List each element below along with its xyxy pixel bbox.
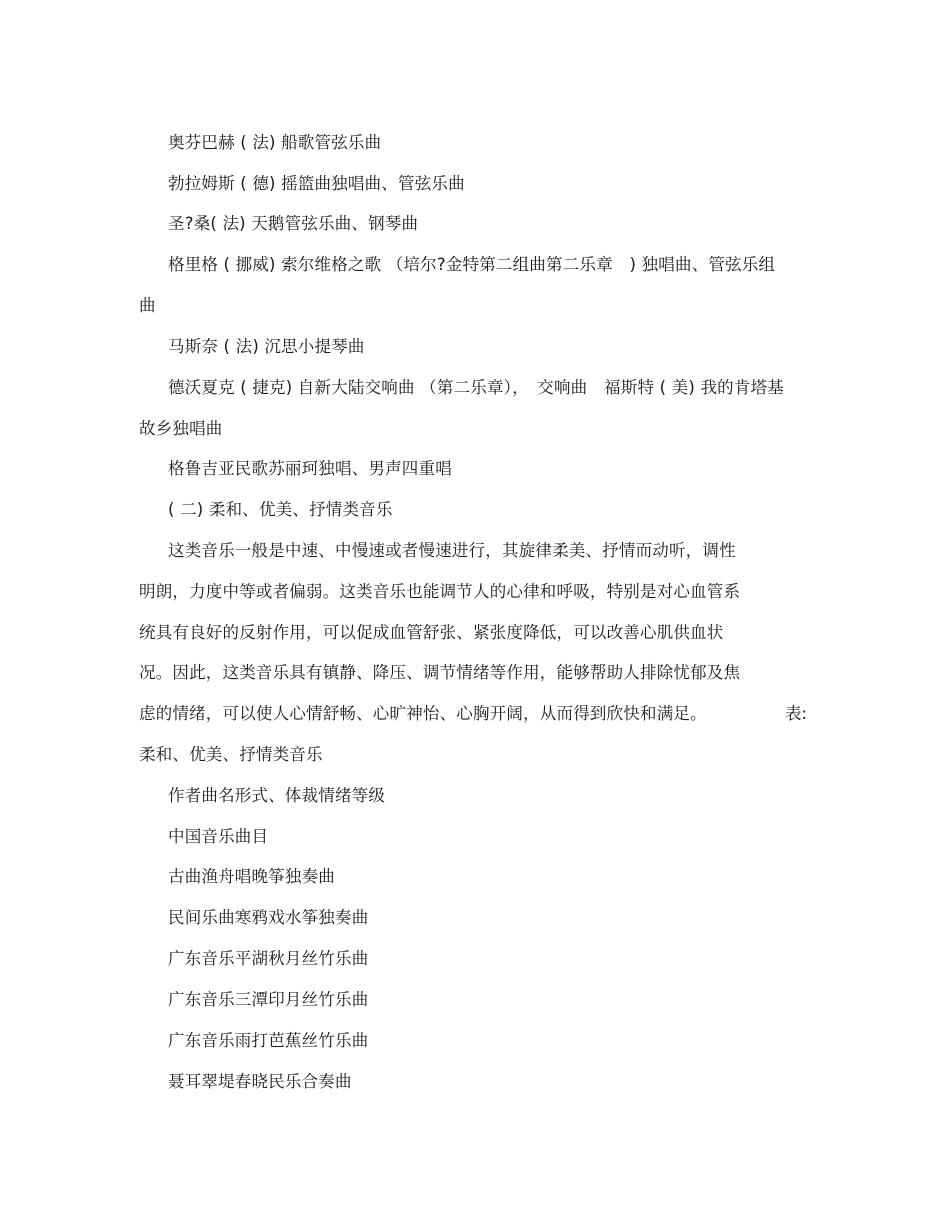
- table-subheading: 中国音乐曲目: [168, 827, 269, 846]
- text-line-georgian-song: 格鲁吉亚民歌苏丽珂独唱、男声四重唱: [168, 459, 452, 478]
- paragraph-line: 这类音乐一般是中速、中慢速或者慢速进行，其旋律柔美、抒情而动听，调性: [168, 541, 736, 560]
- table-row: 古曲渔舟唱晚筝独奏曲: [168, 867, 335, 886]
- paragraph-line: 明朗，力度中等或者偏弱。这类音乐也能调节人的心律和呼吸，特别是对心血管系: [139, 582, 741, 601]
- paragraph-line: 况。因此，这类音乐具有镇静、降压、调节情绪等作用，能够帮助人排除忧郁及焦: [139, 663, 741, 682]
- table-row: 广东音乐平湖秋月丝竹乐曲: [168, 949, 369, 968]
- table-row: 民间乐曲寒鸦戏水筝独奏曲: [168, 908, 369, 927]
- table-header: 作者曲名形式、体裁情绪等级: [168, 786, 386, 805]
- text-line-massenet: 马斯奈 ( 法) 沉思小提琴曲: [168, 337, 365, 356]
- table-caption: 柔和、优美、抒情类音乐: [139, 745, 323, 764]
- text-line-grieg: 格里格 ( 挪威) 索尔维格之歌 （培尔?金特第二组曲第二乐章 ) 独唱曲、管弦乐组: [168, 255, 776, 274]
- paragraph-line: 统具有良好的反射作用，可以促成血管舒张、紧张度降低，可以改善心肌供血状: [139, 623, 724, 642]
- text-line-saint-saens: 圣?桑( 法) 天鹅管弦乐曲、钢琴曲: [168, 214, 419, 233]
- text-line-offenbach: 奥芬巴赫 ( 法) 船歌管弦乐曲: [168, 133, 382, 152]
- table-row: 聂耳翠堤春晓民乐合奏曲: [168, 1072, 352, 1091]
- text-line-brahms: 勃拉姆斯 ( 德) 摇篮曲独唱曲、管弦乐曲: [168, 174, 465, 193]
- table-row: 广东音乐三潭印月丝竹乐曲: [168, 990, 369, 1009]
- table-label: 表:: [785, 704, 808, 723]
- text-line-dvorak-cont: 故乡独唱曲: [139, 419, 223, 438]
- paragraph-line: 虑的情绪，可以使人心情舒畅、心旷神怡、心胸开阔，从而得到欣快和满足。: [139, 704, 707, 723]
- text-line-grieg-cont: 曲: [139, 296, 156, 315]
- section-heading: ( 二) 柔和、优美、抒情类音乐: [168, 500, 393, 519]
- text-line-dvorak: 德沃夏克 ( 捷克) 自新大陆交响曲 （第二乐章）， 交响曲 福斯特 ( 美) 我的肯塔基: [168, 378, 784, 397]
- table-row: 广东音乐雨打芭蕉丝竹乐曲: [168, 1031, 369, 1050]
